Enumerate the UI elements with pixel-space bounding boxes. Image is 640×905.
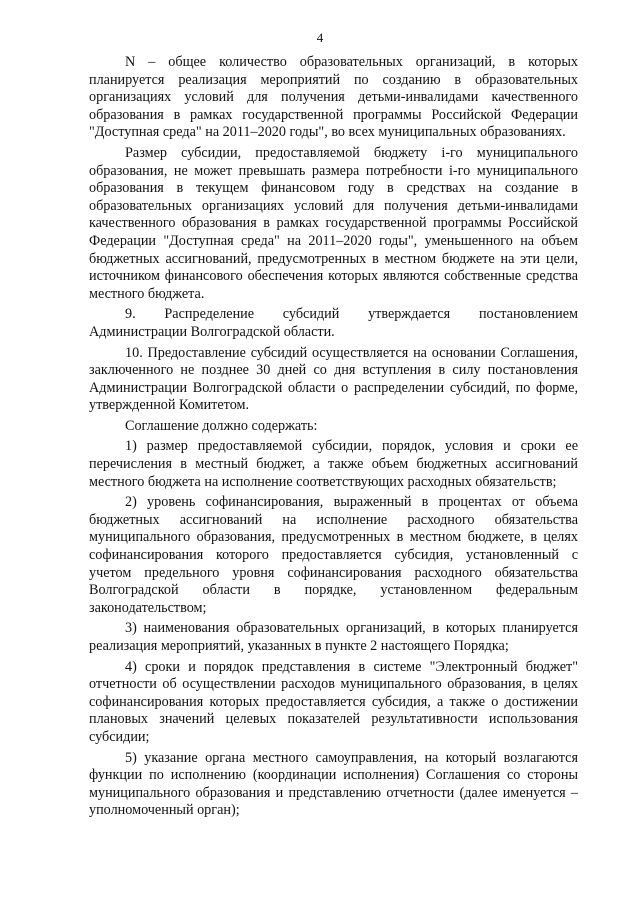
paragraph-subitem-1: 1) размер предоставляемой субсидии, порядок, условия и сроки ее перечисления в местный бюджет, а также объем бюджетных ассигнований местного бюджета на исполнение соответствующих расходных обязательств;	[89, 438, 578, 490]
paragraph-subitem-4: 4) сроки и порядок представления в системе "Электронный бюджет" отчетности об осуществлении расходов муниципального образования, в целях софинансирования которых предоставляется субсидия, а также о достижении плановых значений целевых показателей результативности использования субсидии;	[89, 658, 578, 745]
paragraph-item-10: 10. Предоставление субсидий осуществляется на основании Соглашения, заключенного не позднее 30 дней со дня вступления в силу постановления Администрации Волгоградской области о распределении субсидий, по форме, утвержденной Комитетом.	[89, 344, 578, 414]
document-body	[89, 54, 578, 823]
page-number: 4	[316, 30, 324, 45]
paragraph-subitem-5: 5) указание органа местного самоуправления, на который возлагаются функции по исполнению (координации исполнения) Соглашения со стороны муниципального образования и представлению отчетности (далее именуется – уполномоченный орган);	[89, 749, 578, 819]
paragraph-item-9: 9. Распределение субсидий утверждается постановлением Администрации Волгоградской области.	[89, 306, 578, 340]
paragraph-subitem-3: 3) наименования образовательных организаций, в которых планируется реализация мероприятий, указанных в пункте 2 настоящего Порядка;	[89, 620, 578, 654]
paragraph-subsidy-size: Размер субсидии, предоставляемой бюджету i-го муниципального образования, не может превышать размера потребности i-го муниципального образования в текущем финансовом году в средствах на создание в образовательных организациях условий для получения детьми-инвалидами качественного образования в рамках государственной программы Российской Федерации "Доступная среда" на 2011–2020 годы", уменьшенного на объем бюджетных ассигнований, предусмотренных в местном бюджете на эти цели, источником финансового обеспечения которых являются собственные средства местного бюджета.	[89, 144, 578, 302]
paragraph-subitem-2: 2) уровень софинансирования, выраженный в процентах от объема бюджетных ассигнований на исполнение расходного обязательства муниципального образования, предусмотренных в местном бюджете, в целях софинансирования которого предоставляется субсидия, установленный с учетом предельного уровня софинансирования расходного обязательства Волгоградской области в порядке, установленном федеральным законодательством;	[89, 494, 578, 616]
paragraph-n-definition: N – общее количество образовательных организаций, в которых планируется реализация мероприятий по созданию в образовательных организациях условий для получения детьми-инвалидами качественного образования в рамках государственной программы Российской Федерации "Доступная среда" на 2011–2020 годы", во всех муниципальных образованиях.	[89, 54, 578, 141]
paragraph-agreement-intro: Соглашение должно содержать:	[125, 417, 318, 434]
